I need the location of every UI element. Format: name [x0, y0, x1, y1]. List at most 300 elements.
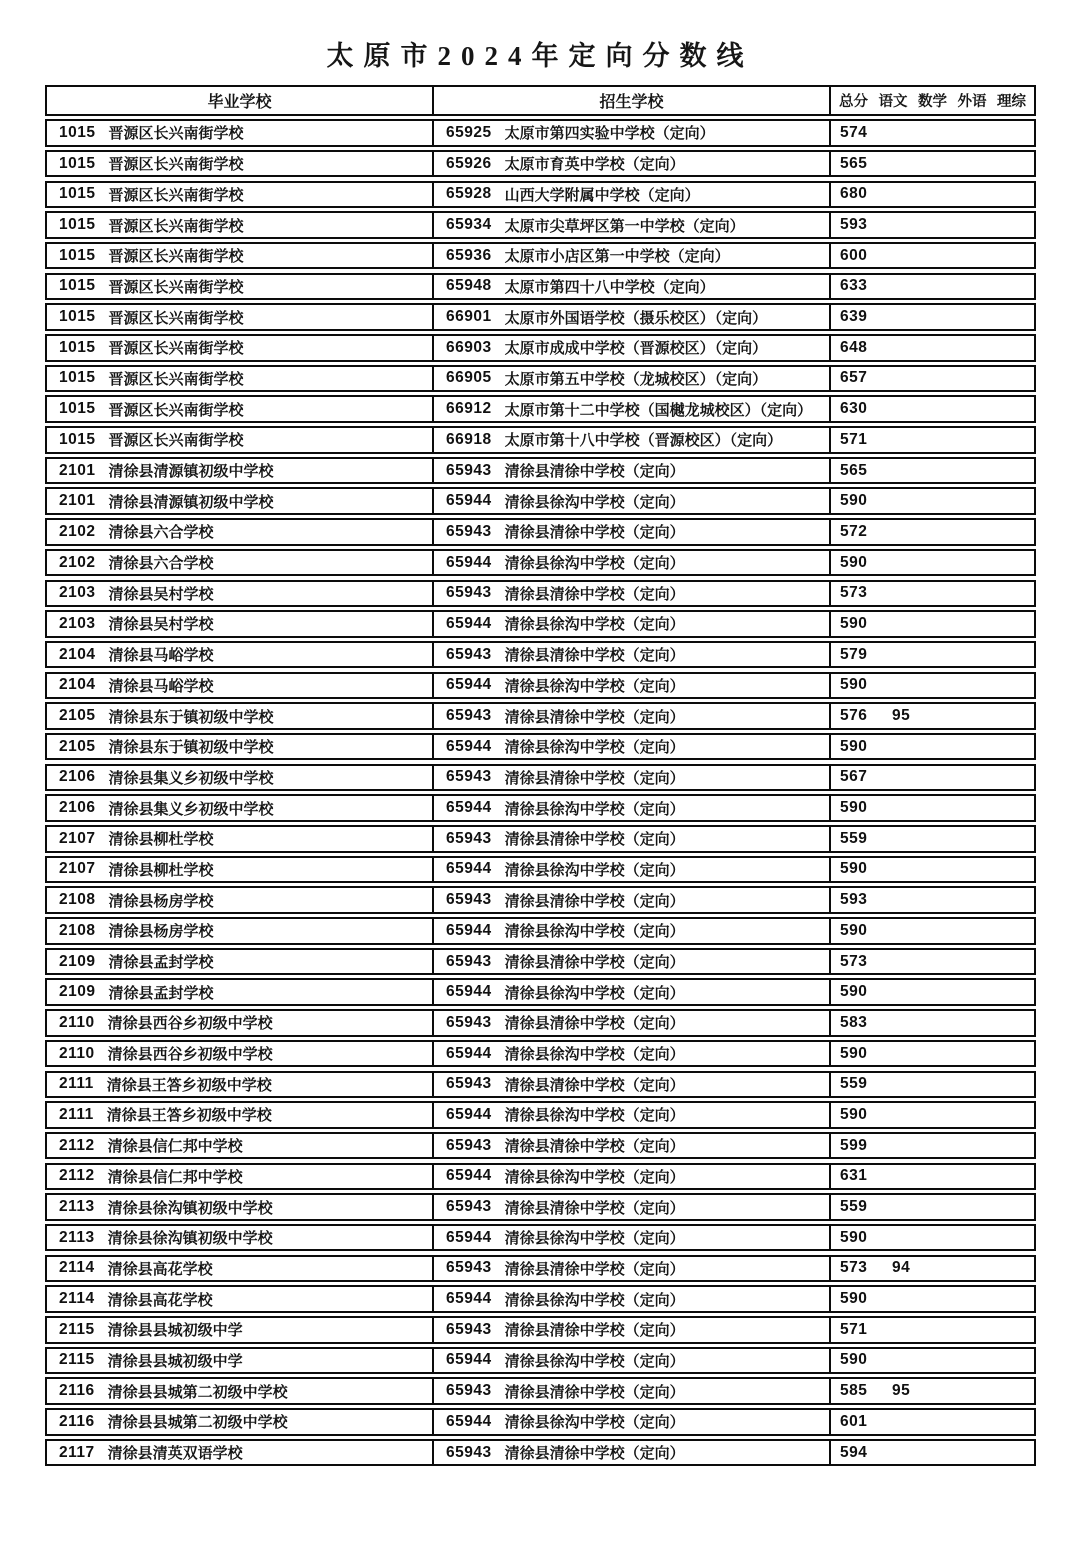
graduation-school-name: 清徐县柳杜学校	[108, 831, 214, 849]
enrollment-school-code: 65944	[446, 860, 492, 878]
table-row	[45, 1009, 1036, 1037]
graduation-school-name: 晋源区长兴南街学校	[108, 432, 244, 450]
enrollment-school-cell	[432, 489, 829, 513]
enrollment-school-name: 清徐县清徐中学校（定向）	[504, 954, 685, 971]
chinese-score-value: 95	[892, 707, 911, 724]
total-score-value: 571	[840, 1320, 868, 1338]
enrollment-school-cell	[432, 305, 829, 329]
table-row	[45, 395, 1036, 423]
header-scores	[829, 87, 1034, 114]
enrollment-school-code: 65944	[446, 553, 492, 571]
graduation-school-cell	[47, 766, 432, 790]
enrollment-school-name: 山西大学附属中学校（定向）	[504, 186, 700, 204]
table-row	[45, 1163, 1036, 1191]
graduation-school-name: 清徐县信仁邦中学校	[107, 1138, 243, 1156]
enrollment-school-code: 65944	[446, 1228, 492, 1246]
table-row	[45, 334, 1036, 362]
scores-cell	[829, 244, 1034, 268]
scores-cell	[829, 1379, 1034, 1403]
scores-cell	[829, 1042, 1034, 1066]
graduation-school-name: 清徐县孟封学校	[108, 954, 214, 971]
graduation-school-name: 清徐县马峪学校	[108, 647, 214, 665]
graduation-school-code: 2104	[59, 676, 96, 694]
enrollment-school-code: 65943	[446, 645, 492, 663]
graduation-school-code: 2105	[59, 707, 96, 724]
graduation-school-name: 晋源区长兴南街学校	[108, 156, 244, 174]
enrollment-school-name: 清徐县清徐中学校（定向）	[504, 524, 685, 542]
graduation-school-cell	[47, 489, 432, 513]
enrollment-school-cell	[432, 1318, 829, 1342]
enrollment-school-cell	[432, 1073, 829, 1097]
table-row	[45, 150, 1036, 178]
scores-cell	[829, 152, 1034, 176]
scores-cell	[829, 1103, 1034, 1127]
total-score-value: 593	[840, 216, 868, 233]
enrollment-school-cell	[432, 888, 829, 912]
scores-cell	[829, 1073, 1034, 1097]
header-chinese-score: 语文	[878, 94, 908, 110]
graduation-school-code: 2105	[59, 737, 96, 755]
table-row	[45, 457, 1036, 485]
scores-cell	[829, 397, 1034, 421]
enrollment-school-name: 清徐县清徐中学校（定向）	[504, 463, 685, 480]
enrollment-school-name: 清徐县徐沟中学校（定向）	[504, 923, 685, 941]
enrollment-school-name: 清徐县徐沟中学校（定向）	[504, 800, 685, 818]
graduation-school-name: 清徐县杨房学校	[108, 923, 214, 941]
enrollment-school-name: 清徐县徐沟中学校（定向）	[504, 555, 685, 573]
enrollment-school-code: 65943	[446, 461, 492, 479]
enrollment-school-name: 清徐县徐沟中学校（定向）	[504, 1291, 685, 1309]
table-row	[45, 978, 1036, 1006]
graduation-school-code: 2108	[59, 891, 96, 909]
graduation-school-code: 1015	[59, 123, 96, 141]
scores-cell	[829, 582, 1034, 606]
graduation-school-name: 清徐县六合学校	[108, 524, 214, 542]
enrollment-school-name: 清徐县徐沟中学校（定向）	[504, 984, 685, 1002]
enrollment-school-code: 65943	[446, 1013, 492, 1031]
graduation-school-cell	[47, 367, 432, 391]
enrollment-school-name: 太原市第四十八中学校（定向）	[504, 278, 715, 296]
total-score-value: 572	[840, 522, 868, 540]
table-row	[45, 825, 1036, 853]
graduation-school-name: 清徐县县城初级中学	[107, 1322, 243, 1340]
enrollment-school-code: 65943	[446, 952, 492, 970]
enrollment-school-code: 65944	[446, 614, 492, 632]
enrollment-school-name: 太原市成成中学校（晋源校区）（定向）	[504, 340, 768, 358]
graduation-school-code: 2113	[59, 1228, 95, 1246]
graduation-school-cell	[47, 1287, 432, 1311]
graduation-school-name: 清徐县清英双语学校	[107, 1445, 243, 1462]
graduation-school-code: 1015	[59, 369, 96, 387]
table-row	[45, 426, 1036, 454]
total-score-value: 559	[840, 829, 868, 847]
scores-cell	[829, 888, 1034, 912]
total-score-value: 590	[840, 676, 868, 694]
graduation-school-cell	[47, 1165, 432, 1189]
enrollment-school-name: 清徐县清徐中学校（定向）	[504, 1260, 685, 1278]
graduation-school-cell	[47, 520, 432, 544]
table-row	[45, 1101, 1036, 1129]
graduation-school-name: 清徐县县城第二初级中学校	[107, 1383, 288, 1401]
total-score-value: 573	[840, 1259, 868, 1277]
total-score-value: 680	[840, 185, 868, 203]
graduation-school-name: 清徐县县城第二初级中学校	[107, 1414, 288, 1432]
graduation-school-code: 1015	[59, 277, 96, 295]
header-enrollment-school-label: 招生学校	[599, 94, 664, 111]
enrollment-school-name: 太原市育英中学校（定向）	[504, 156, 685, 174]
table-row	[45, 1377, 1036, 1405]
graduation-school-name: 清徐县杨房学校	[108, 892, 214, 910]
scores-cell	[829, 1195, 1034, 1219]
chinese-score-value: 94	[892, 1259, 911, 1277]
scores-cell	[829, 367, 1034, 391]
table-row	[45, 1285, 1036, 1313]
enrollment-school-name: 清徐县清徐中学校（定向）	[504, 1199, 685, 1217]
table-row	[45, 1255, 1036, 1283]
total-score-value: 590	[840, 921, 868, 939]
table-row	[45, 365, 1036, 393]
total-score-value: 590	[840, 1044, 868, 1062]
graduation-school-code: 2111	[59, 1075, 94, 1093]
graduation-school-code: 2114	[59, 1290, 95, 1308]
total-score-value: 630	[840, 400, 868, 418]
score-table	[45, 85, 1036, 1466]
graduation-school-code: 2114	[59, 1259, 95, 1277]
enrollment-school-name: 清徐县徐沟中学校（定向）	[504, 1046, 685, 1064]
graduation-school-name: 清徐县吴村学校	[108, 616, 214, 634]
graduation-school-name: 清徐县集义乡初级中学校	[108, 800, 274, 818]
enrollment-school-code: 65944	[446, 921, 492, 939]
table-row	[45, 1439, 1036, 1467]
graduation-school-cell	[47, 1103, 432, 1127]
scores-cell	[829, 674, 1034, 698]
header-graduation-school-label: 毕业学校	[207, 94, 272, 111]
graduation-school-name: 清徐县东于镇初级中学校	[108, 739, 274, 757]
table-row	[45, 580, 1036, 608]
enrollment-school-name: 太原市第四实验中学校（定向）	[504, 125, 715, 143]
graduation-school-code: 2103	[59, 584, 96, 602]
enrollment-school-cell	[432, 1195, 829, 1219]
enrollment-school-name: 清徐县徐沟中学校（定向）	[504, 1230, 685, 1248]
graduation-school-name: 清徐县王答乡初级中学校	[106, 1076, 272, 1094]
scores-cell	[829, 489, 1034, 513]
graduation-school-code: 1015	[59, 338, 96, 356]
total-score-value: 590	[840, 492, 868, 510]
graduation-school-name: 晋源区长兴南街学校	[108, 340, 244, 358]
header-graduation-school	[47, 87, 432, 114]
enrollment-school-name: 太原市第十二中学校（国樾龙城校区）（定向）	[504, 401, 813, 419]
graduation-school-code: 2104	[59, 645, 96, 663]
graduation-school-cell	[47, 428, 432, 452]
enrollment-school-code: 65948	[446, 277, 492, 295]
enrollment-school-cell	[432, 858, 829, 882]
enrollment-school-code: 66905	[446, 369, 492, 387]
scores-cell	[829, 796, 1034, 820]
enrollment-school-code: 66918	[446, 430, 492, 448]
graduation-school-cell	[47, 674, 432, 698]
table-row	[45, 487, 1036, 515]
graduation-school-code: 2101	[59, 461, 96, 479]
graduation-school-code: 2110	[59, 1044, 95, 1062]
enrollment-school-name: 清徐县清徐中学校（定向）	[504, 708, 685, 726]
graduation-school-name: 晋源区长兴南街学校	[108, 370, 244, 388]
graduation-school-cell	[47, 643, 432, 667]
graduation-school-code: 2116	[59, 1412, 95, 1430]
graduation-school-cell	[47, 336, 432, 360]
graduation-school-cell	[47, 244, 432, 268]
graduation-school-code: 2108	[59, 921, 96, 939]
graduation-school-name: 晋源区长兴南街学校	[108, 278, 244, 296]
enrollment-school-cell	[432, 1441, 829, 1465]
table-row	[45, 1132, 1036, 1160]
table-row	[45, 856, 1036, 884]
header-math-score: 数学	[918, 94, 947, 110]
scores-cell	[829, 213, 1034, 237]
scores-cell	[829, 336, 1034, 360]
total-score-value: 559	[840, 1198, 868, 1215]
table-row	[45, 1347, 1036, 1375]
enrollment-school-code: 65943	[446, 891, 492, 909]
enrollment-school-name: 清徐县清徐中学校（定向）	[504, 1138, 685, 1156]
enrollment-school-code: 65943	[446, 1198, 492, 1215]
graduation-school-name: 清徐县高花学校	[107, 1260, 213, 1278]
enrollment-school-name: 清徐县徐沟中学校（定向）	[504, 1107, 685, 1125]
table-row	[45, 917, 1036, 945]
table-row	[45, 610, 1036, 638]
enrollment-school-code: 65943	[446, 1136, 492, 1154]
total-score-value: 590	[840, 799, 868, 817]
graduation-school-code: 2115	[59, 1351, 95, 1369]
total-score-value: 574	[840, 123, 868, 141]
total-score-value: 594	[840, 1443, 868, 1461]
graduation-school-name: 晋源区长兴南街学校	[108, 309, 244, 327]
enrollment-school-cell	[432, 275, 829, 299]
graduation-school-cell	[47, 121, 432, 145]
graduation-school-cell	[47, 919, 432, 943]
enrollment-school-code: 66903	[446, 338, 492, 356]
scores-cell	[829, 704, 1034, 728]
enrollment-school-code: 65944	[446, 1167, 492, 1185]
enrollment-school-name: 清徐县徐沟中学校（定向）	[504, 677, 685, 695]
graduation-school-name: 清徐县西谷乡初级中学校	[107, 1015, 273, 1033]
graduation-school-code: 2111	[59, 1105, 94, 1123]
total-score-value: 590	[840, 1290, 868, 1308]
enrollment-school-name: 清徐县徐沟中学校（定向）	[504, 861, 685, 879]
enrollment-school-code: 65943	[446, 829, 492, 847]
enrollment-school-cell	[432, 643, 829, 667]
enrollment-school-name: 清徐县清徐中学校（定向）	[504, 769, 685, 787]
total-score-value: 639	[840, 308, 868, 326]
enrollment-school-name: 清徐县徐沟中学校（定向）	[504, 739, 685, 757]
graduation-school-name: 清徐县清源镇初级中学校	[108, 463, 274, 480]
header-enrollment-school	[432, 87, 829, 114]
graduation-school-code: 2106	[59, 768, 96, 786]
scores-cell	[829, 950, 1034, 974]
scores-cell	[829, 305, 1034, 329]
graduation-school-name: 清徐县高花学校	[107, 1291, 213, 1309]
enrollment-school-name: 清徐县徐沟中学校（定向）	[504, 1414, 685, 1432]
enrollment-school-cell	[432, 704, 829, 728]
enrollment-school-name: 清徐县清徐中学校（定向）	[504, 1076, 685, 1094]
scores-cell	[829, 183, 1034, 207]
header-foreign-language-score: 外语	[957, 94, 987, 110]
scores-cell	[829, 643, 1034, 667]
enrollment-school-code: 65944	[446, 1412, 492, 1430]
table-row	[45, 672, 1036, 700]
total-score-value: 600	[840, 246, 868, 264]
graduation-school-cell	[47, 1011, 432, 1035]
enrollment-school-cell	[432, 612, 829, 636]
total-score-value: 590	[840, 1351, 868, 1369]
total-score-value: 590	[840, 737, 868, 755]
total-score-value: 590	[840, 553, 868, 571]
graduation-school-code: 1015	[59, 216, 96, 233]
scores-cell	[829, 520, 1034, 544]
enrollment-school-code: 65943	[446, 584, 492, 602]
enrollment-school-name: 清徐县清徐中学校（定向）	[504, 1015, 685, 1033]
enrollment-school-cell	[432, 121, 829, 145]
graduation-school-cell	[47, 305, 432, 329]
enrollment-school-cell	[432, 950, 829, 974]
scores-cell	[829, 551, 1034, 575]
graduation-school-code: 2110	[59, 1013, 95, 1031]
enrollment-school-code: 65944	[446, 983, 492, 1001]
score-table-body	[45, 119, 1036, 1466]
table-row	[45, 886, 1036, 914]
enrollment-school-name: 清徐县清徐中学校（定向）	[504, 585, 685, 603]
graduation-school-cell	[47, 1318, 432, 1342]
enrollment-school-cell	[432, 1257, 829, 1281]
total-score-value: 579	[840, 645, 868, 663]
graduation-school-cell	[47, 1073, 432, 1097]
total-score-value: 593	[840, 891, 868, 909]
total-score-value: 599	[840, 1136, 868, 1154]
total-score-value: 583	[840, 1013, 868, 1031]
graduation-school-cell	[47, 1042, 432, 1066]
graduation-school-name: 清徐县六合学校	[108, 555, 214, 573]
enrollment-school-cell	[432, 1410, 829, 1434]
table-row	[45, 702, 1036, 730]
graduation-school-code: 1015	[59, 308, 96, 326]
enrollment-school-cell	[432, 551, 829, 575]
graduation-school-name: 清徐县西谷乡初级中学校	[107, 1046, 273, 1064]
graduation-school-code: 2117	[59, 1443, 95, 1461]
enrollment-school-name: 太原市尖草坪区第一中学校（定向）	[504, 217, 745, 235]
enrollment-school-cell	[432, 1134, 829, 1158]
graduation-school-cell	[47, 950, 432, 974]
graduation-school-cell	[47, 888, 432, 912]
table-row	[45, 948, 1036, 976]
table-row	[45, 273, 1036, 301]
graduation-school-name: 晋源区长兴南街学校	[108, 248, 244, 266]
enrollment-school-code: 65944	[446, 1290, 492, 1308]
enrollment-school-cell	[432, 152, 829, 176]
graduation-school-cell	[47, 397, 432, 421]
scores-cell	[829, 1165, 1034, 1189]
scores-cell	[829, 1410, 1034, 1434]
graduation-school-code: 2109	[59, 952, 96, 970]
scores-cell	[829, 1257, 1034, 1281]
enrollment-school-name: 太原市第五中学校（龙城校区）（定向）	[504, 370, 768, 388]
total-score-value: 590	[840, 1105, 868, 1123]
enrollment-school-code: 65944	[446, 737, 492, 755]
enrollment-school-cell	[432, 1042, 829, 1066]
graduation-school-cell	[47, 1379, 432, 1403]
graduation-school-cell	[47, 980, 432, 1004]
table-row	[45, 764, 1036, 792]
enrollment-school-cell	[432, 397, 829, 421]
enrollment-school-cell	[432, 459, 829, 483]
graduation-school-code: 2113	[59, 1198, 95, 1215]
graduation-school-code: 2116	[59, 1382, 95, 1400]
graduation-school-name: 清徐县信仁邦中学校	[107, 1168, 243, 1186]
graduation-school-code: 2107	[59, 860, 96, 878]
graduation-school-cell	[47, 1257, 432, 1281]
enrollment-school-code: 65943	[446, 1075, 492, 1093]
graduation-school-name: 清徐县王答乡初级中学校	[106, 1107, 272, 1125]
total-score-value: 601	[840, 1412, 868, 1430]
enrollment-school-code: 65943	[446, 1320, 492, 1338]
scores-cell	[829, 121, 1034, 145]
enrollment-school-name: 太原市第十八中学校（晋源校区）（定向）	[504, 432, 783, 450]
enrollment-school-code: 65936	[446, 246, 492, 264]
enrollment-school-code: 65944	[446, 492, 492, 510]
enrollment-school-cell	[432, 735, 829, 759]
enrollment-school-name: 清徐县徐沟中学校（定向）	[504, 1352, 685, 1370]
enrollment-school-cell	[432, 980, 829, 1004]
enrollment-school-cell	[432, 1165, 829, 1189]
graduation-school-code: 2107	[59, 829, 96, 847]
header-score-columns	[831, 90, 1034, 111]
enrollment-school-code: 65944	[446, 799, 492, 817]
header-total-score: 总分	[839, 94, 868, 110]
scores-cell	[829, 275, 1034, 299]
scores-cell	[829, 766, 1034, 790]
enrollment-school-code: 65943	[446, 707, 492, 724]
enrollment-school-cell	[432, 766, 829, 790]
enrollment-school-code: 65944	[446, 1105, 492, 1123]
enrollment-school-code: 65926	[446, 154, 492, 172]
graduation-school-name: 晋源区长兴南街学校	[108, 401, 244, 419]
total-score-value: 590	[840, 614, 868, 632]
scores-cell	[829, 1318, 1034, 1342]
graduation-school-cell	[47, 1410, 432, 1434]
enrollment-school-cell	[432, 336, 829, 360]
scores-cell	[829, 1287, 1034, 1311]
graduation-school-cell	[47, 796, 432, 820]
graduation-school-code: 2109	[59, 983, 96, 1001]
scores-cell	[829, 735, 1034, 759]
graduation-school-cell	[47, 1134, 432, 1158]
enrollment-school-cell	[432, 827, 829, 851]
scores-cell	[829, 858, 1034, 882]
table-row	[45, 181, 1036, 209]
enrollment-school-name: 清徐县徐沟中学校（定向）	[504, 1168, 685, 1186]
table-row	[45, 242, 1036, 270]
graduation-school-code: 2102	[59, 522, 96, 540]
enrollment-school-code: 65944	[446, 1351, 492, 1369]
total-score-value: 631	[840, 1167, 868, 1185]
graduation-school-cell	[47, 183, 432, 207]
scores-cell	[829, 1011, 1034, 1035]
enrollment-school-cell	[432, 1379, 829, 1403]
header-science-score: 理综	[997, 94, 1026, 110]
enrollment-school-code: 66912	[446, 400, 492, 418]
table-row	[45, 1224, 1036, 1252]
scores-cell	[829, 1226, 1034, 1250]
table-row	[45, 1316, 1036, 1344]
graduation-school-code: 1015	[59, 430, 96, 448]
